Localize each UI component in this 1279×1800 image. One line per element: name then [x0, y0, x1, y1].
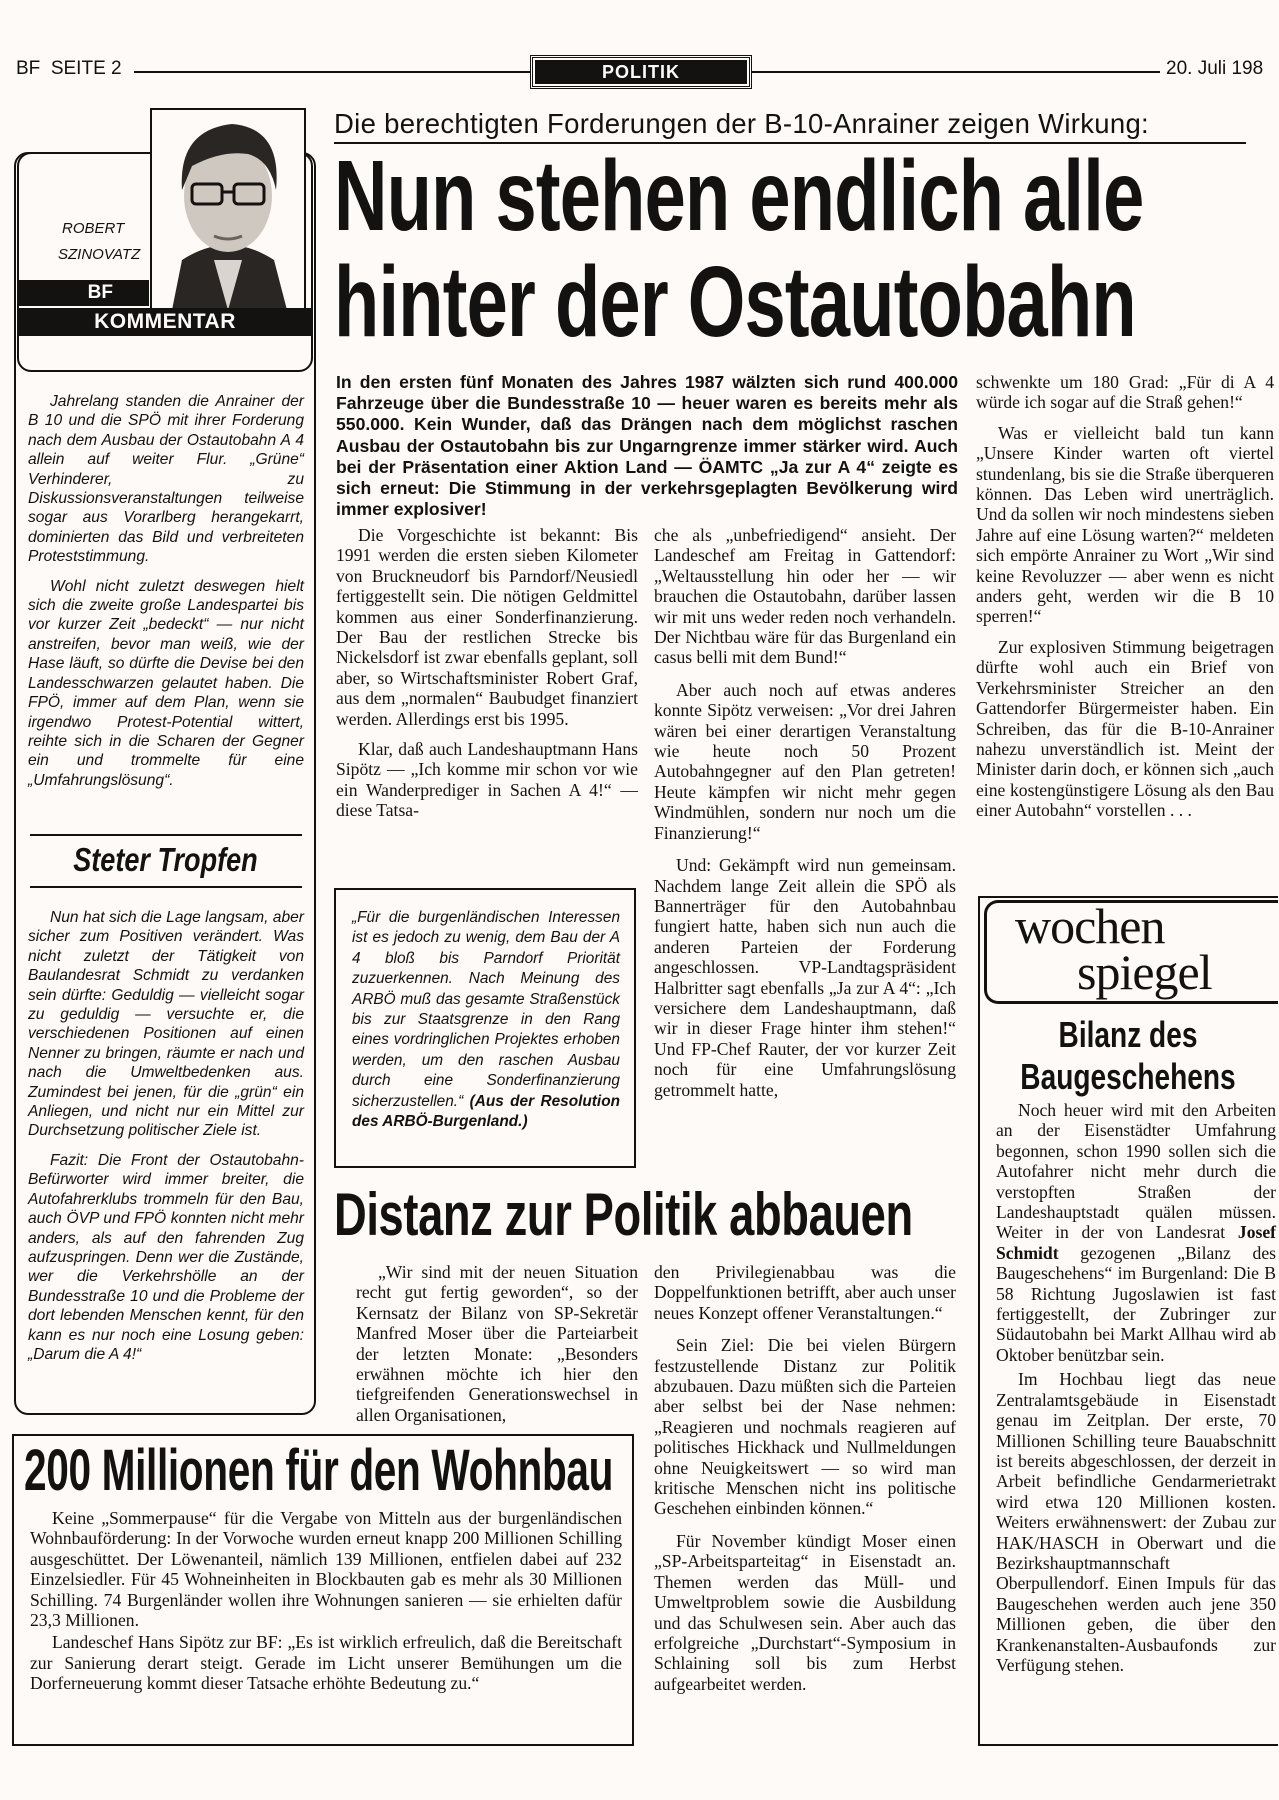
wohnbau-para-2: Landeschef Hans Sipötz zur BF: „Es ist wirklich erfreulich, daß die Bereitschaft zur Sanierung derart steigt. Gerade im Licht unserer Bemühungen um die Dorferneuerung kommt dieser Tatsache erhöhte Bedeutung zu.“	[30, 1632, 622, 1694]
main-col3-para-1: schwenkte um 180 Grad: „Für di A 4 würde ich sogar auf die Straß gehen!“	[976, 372, 1274, 413]
main-col1-para-1: Die Vorgeschichte ist bekannt: Bis 1991 werden die ersten sieben Kilometer von Bruckneudorf bis Parndorf/Neusiedl fertiggestellt sein. Die nötigen Geldmittel kommen aus einer Sonderfinanzierung. Der Bau der restlichen Strecke bis Nickelsdorf ist zwar ebenfalls geplant, soll aber, so Wirtschaftsminister Robert Graf, aus dem „normalen“ Baubudget finanziert werden. Allerdings erst bis 1995.	[336, 525, 638, 729]
commentary-subhead: Steter Tropfen	[72, 841, 258, 878]
distanz-col2-para-1: den Privilegienabbau was die Doppelfunktionen betrifft, aber auch unser neues Konzept offener Veranstaltungen.“	[654, 1262, 956, 1323]
subhead-rule-top	[30, 834, 302, 836]
distanz-headline: Distanz zur Politik abbauen	[334, 1181, 913, 1248]
header-rule-right	[752, 71, 1160, 73]
main-col2-para-2: Aber auch noch auf etwas anderes konnte Sipötz verweisen: „Vor drei Jahren wären bei einer derartigen Veranstaltung wie heute noch 50 Prozent Autobahngegner auf den Plan getreten! Heute kämpfen wir nicht mehr gegen Windmühlen, sondern nur noch um die Finanzierung!“	[654, 679, 956, 843]
distanz-col-1	[356, 1262, 638, 1425]
wochenspiegel-headline-line2: Baugeschehens	[1020, 1056, 1236, 1097]
commentary-body-2	[28, 908, 304, 1364]
subhead-rule-bottom	[30, 886, 302, 888]
wochenspiegel-headline-line1: Bilanz des	[1058, 1014, 1198, 1055]
author-portrait-drawing	[152, 110, 304, 310]
distanz-col2-para-3: Für November kündigt Moser einen „SP-Arbeitsparteitag“ in Eisenstadt an. Themen werden das Müll- und Umweltproblem sowie die Ausbildung und das Schulwesen sein. Aber auch das erfolgreiche „Durchstart“-Symposium in Schlaining soll bis zum Herbst aufgearbeitet werden.	[654, 1530, 956, 1694]
main-lead: In den ersten fünf Monaten des Jahres 1987 wälzten sich rund 400.000 Fahrzeuge über die Bundesstraße 10 — heuer waren es bereits mehr als 550.000. Kein Wunder, daß das Drängen nach dem möglichst raschen Ausbau der Ostautobahn bis zur Ungarngrenze immer stärker wird. Auch bei der Präsentation einer Aktion Land — ÖAMTC „Ja zur A 4“ zeigte es sich erneut: Die Stimmung in der verkehrsgeplagten Bevölkerung wird immer explosiver!	[336, 372, 958, 520]
wochenspiegel-para-1a: Noch heuer wird mit den Arbeiten an der Eisenstädter Umfahrung begonnen, schon 1990 sollen sich die Autofahrer nicht mehr durch die verstopften Straßen der Landeshauptstadt quälen müssen. Weiter in der von Landesrat	[996, 1100, 1276, 1243]
wohnbau-para-1: Keine „Sommerpause“ für die Vergabe von Mitteln aus der burgenländischen Wohnbauförderung: In der Vorwoche wurden erneut knapp 200 Millionen Schilling ausgeschüttet. Der Löwenanteil, nämlich 139 Millionen, entfielen dabei auf 232 Einzelsiedler. Für 45 Wohneinheiten in Blockbauten gab es mehr als 30 Millionen Schilling. 74 Burgenländer wollen ihre Wohnungen sanieren — sie erhielten dafür 23,3 Millionen.	[30, 1508, 622, 1631]
author-portrait	[150, 108, 306, 312]
wochenspiegel-headline	[980, 1014, 1276, 1098]
arboe-quote-source: (Aus der Resolution des ARBÖ-Burgenland.)	[352, 1092, 620, 1131]
wochenspiegel-person: Josef Schmidt	[996, 1222, 1276, 1263]
main-headline-line1: Nun stehen endlich alle	[334, 140, 1144, 252]
main-col-1	[336, 525, 638, 821]
commentary-body	[28, 392, 304, 790]
main-col-2	[654, 525, 956, 1100]
wohnbau-body	[30, 1508, 622, 1694]
author-name-line1: ROBERT	[62, 220, 125, 237]
commentary-para-4: Fazit: Die Front der Ostautobahn-Befürworter wird immer breiter, die Autofahrerklubs trommeln für den Bau, auch ÖVP und FPÖ konnten nicht mehr anders, als auf den fahrenden Zug aufzuspringen. Denn wer die Zustände, wer die Verkehrshölle an der Bundesstraße 10 und die Probleme der dort lebenden Menschen kennt, für den kann es nur noch eine Losung geben: „Darum die A 4!“	[28, 1151, 304, 1363]
main-col-3	[976, 372, 1274, 821]
commentary-subhead-wrap	[20, 838, 310, 886]
commentary-para-1: Jahrelang standen die Anrainer der B 10 und die SPÖ mit ihrer Forderung nach dem Ausbau der Ostautobahn A 4 allein auf weiter Flur. „Grüne“ Verhinderer, zu Diskussionsveranstaltungen teilweise sogar aus Vorarlberg herangekarrt, dominierten das Bild und verbreiteten Proteststimmung.	[28, 393, 304, 566]
main-headline-line2: hinter der Ostautobahn	[334, 246, 1136, 358]
wochenspiegel-body	[996, 1100, 1276, 1675]
main-col3-para-2: Was er vielleicht bald tun kann „Unsere Kinder warten oft viertel stundenlang, bis sie die Straße überqueren können. Das Leben wird unerträglich. Und da sollen wir noch mindestens sieben Jahre auf eine Lösung warten?“ meldeten sich empörte Anrainer zu Wort „Wir sind keine Revoluzzer — aber wenn es nicht anders geht, werden wir die B 10 sperren!“	[976, 422, 1274, 627]
wochenspiegel-logo-line2: spiegel	[1077, 944, 1212, 1000]
wochenspiegel-para-1	[996, 1100, 1276, 1365]
main-col2-para-1: che als „unbefriedigend“ ansieht. Der Landeschef am Freitag in Gattendorf: „Weltausstellung hin oder her — wir brauchen die Ostautobahn, darüber lassen wir mit uns weder reden noch verhandeln. Der Nichtbau wäre für das Burgenland ein casus belli mit dem Bund!“	[654, 525, 956, 668]
author-name-line2: SZINOVATZ	[58, 246, 141, 263]
main-col1-para-2: Klar, daß auch Landeshauptmann Hans Sipötz — „Ich komme mir schon vor wie ein Wanderprediger in Sachen A 4!“ — diese Tatsa-	[336, 739, 638, 821]
arboe-quote-text: „Für die burgenländischen Interessen ist es jedoch zu wenig, dem Bau der A 4 bloß bis Parndorf Priorität zuzuerkennen. Nach Meinung des ARBÖ muß das gesamte Straßenstück bis zur Staatsgrenze in den Rang eines vordringlichen Projektes erhoben werden, um den raschen Ausbau durch eine Sonderfinanzierung sicherzustellen.“	[352, 909, 620, 1110]
wochenspiegel-para-2: Im Hochbau liegt das neue Zentralamtsgebäude in Eisenstadt genau im Zeitplan. Der erste, 70 Millionen Schilling teure Bauabschnitt ist bereits abgeschlossen, der derzeit in Arbeit befindliche Gendarmerietrakt wird etwa 120 Millionen kosten. Weiters erwähnenswert: der Zubau zur HAK/HASCH in Oberwart und die Bezirkshauptmannschaft Oberpullendorf. Einen Impuls für das Baugeschehen werden auch jene 350 Millionen geben, die über den Krankenanstalten-Ausbaufonds zur Verfügung stehen.	[996, 1369, 1276, 1675]
wochenspiegel-logo-box	[984, 900, 1278, 1004]
main-col3-para-3: Zur explosiven Stimmung beigetragen dürfte wohl auch ein Brief von Verkehrsminister Streicher an den Gattendorfer Bürgermeister haben. Ein Schreiben, das für die B-10-Anrainer nahezu unverständlich ist. Meint der Minister darin doch, er können sich „auch eine kostengünstigere Lösung als den Bau einer Autobahn“ vorstellen . . .	[976, 636, 1274, 821]
page-date: 20. Juli 198	[1166, 58, 1264, 79]
wochenspiegel-para-1b: gezogenen „Bilanz des Baugeschehens“ im Burgenland: Die B 58 Richtung Jugoslawien ist fast fertiggestellt, der Zubringer zur Südautobahn bei Markt Allhau wird ab Oktober benützbar sein.	[996, 1242, 1276, 1365]
distanz-col2-para-2: Sein Ziel: Die bei vielen Bürgern festzustellende Distanz zur Politik abzubauen. Dazu müßten sich die Parteien aber selbst bei der Nase nehmen: „Reagieren und nochmals reagieren auf politisches Hickhack und Nullmeldungen ohne Neuigkeitswert — so wird man kritische Menschen nicht ins politische Geschehen einbinden können.“	[654, 1335, 956, 1519]
wochenspiegel-logo-line1: wochen	[1015, 898, 1165, 954]
arboe-quote	[352, 908, 620, 1132]
header-rule-left	[134, 71, 530, 73]
page-header-left: BF SEITE 2	[16, 58, 122, 79]
wohnbau-headline: 200 Millionen für den Wohnbau	[24, 1438, 614, 1503]
kommentar-badge-bottom	[17, 308, 313, 336]
main-col2-para-3: Und: Gekämpft wird nun gemeinsam. Nachdem lange Zeit allein die SPÖ als Bannerträger für den Autobahnbau fungiert hatte, haben sich nun auch die anderen Parteien der Forderung angeschlossen. VP-Landtagspräsident Halbritter sagt ebenfalls „Ja zur A 4“: „Ich versichere dem Landeshauptmann, daß wir in dieser Frage hinter ihm stehen!“ Und FP-Chef Rauter, der vor kurzer Zeit noch für eine Umfahrungslösung getrommelt hatte,	[654, 855, 956, 1100]
arboe-quote-box	[334, 888, 636, 1168]
section-label	[530, 55, 752, 89]
section-label-text: POLITIK	[535, 60, 747, 84]
kommentar-badge-top	[17, 280, 149, 306]
kommentar-badge-top-text: BF	[87, 282, 113, 303]
distanz-col1-para-1: „Wir sind mit der neuen Situation recht gut fertig geworden“, so der Kernsatz der Bilanz von SP-Sekretär Manfred Moser über die Parteiarbeit der letzten Monate: „Besonders erwähnen möchte ich hier den tiefgreifenden Generationswechsel in allen Organisationen,	[356, 1262, 638, 1425]
commentary-para-2: Wohl nicht zuletzt deswegen hielt sich die zweite große Landespartei bis vor kurzer Zeit „bedeckt“ — nur nicht anstreifen, bevor man weiß, wie der Hase läuft, so dürfte die Devise bei den Landesschwarzen gelautet haben. Die FPÖ, immer auf dem Plan, wenn sie irgendwo Protest-Potential wittert, reihte sich in die Scharen der Gegner ein und trommelte für eine „Umfahrungslösung“.	[28, 577, 304, 789]
distanz-col-2	[654, 1262, 956, 1694]
commentary-para-3: Nun hat sich die Lage langsam, aber sicher zum Positiven verändert. Was nicht zuletzt der Tätigkeit von Baulandesrat Schmidt zu verdanken sein dürfte: Geduldig — vielleicht sogar zu geduldig — versuchte er, die verschiedenen Positionen auf einen Nenner zu bringen, räumte er nach und nach die Umweltbedenken aus. Zumindest bei jenen, für die „grün“ ein Anliegen, und nicht nur ein Mittel zur Durchsetzung politischer Ziele ist.	[28, 909, 304, 1140]
main-kicker: Die berechtigten Forderungen der B-10-Anrainer zeigen Wirkung:	[334, 108, 1149, 139]
kommentar-badge-bottom-text: KOMMENTAR	[94, 310, 236, 333]
